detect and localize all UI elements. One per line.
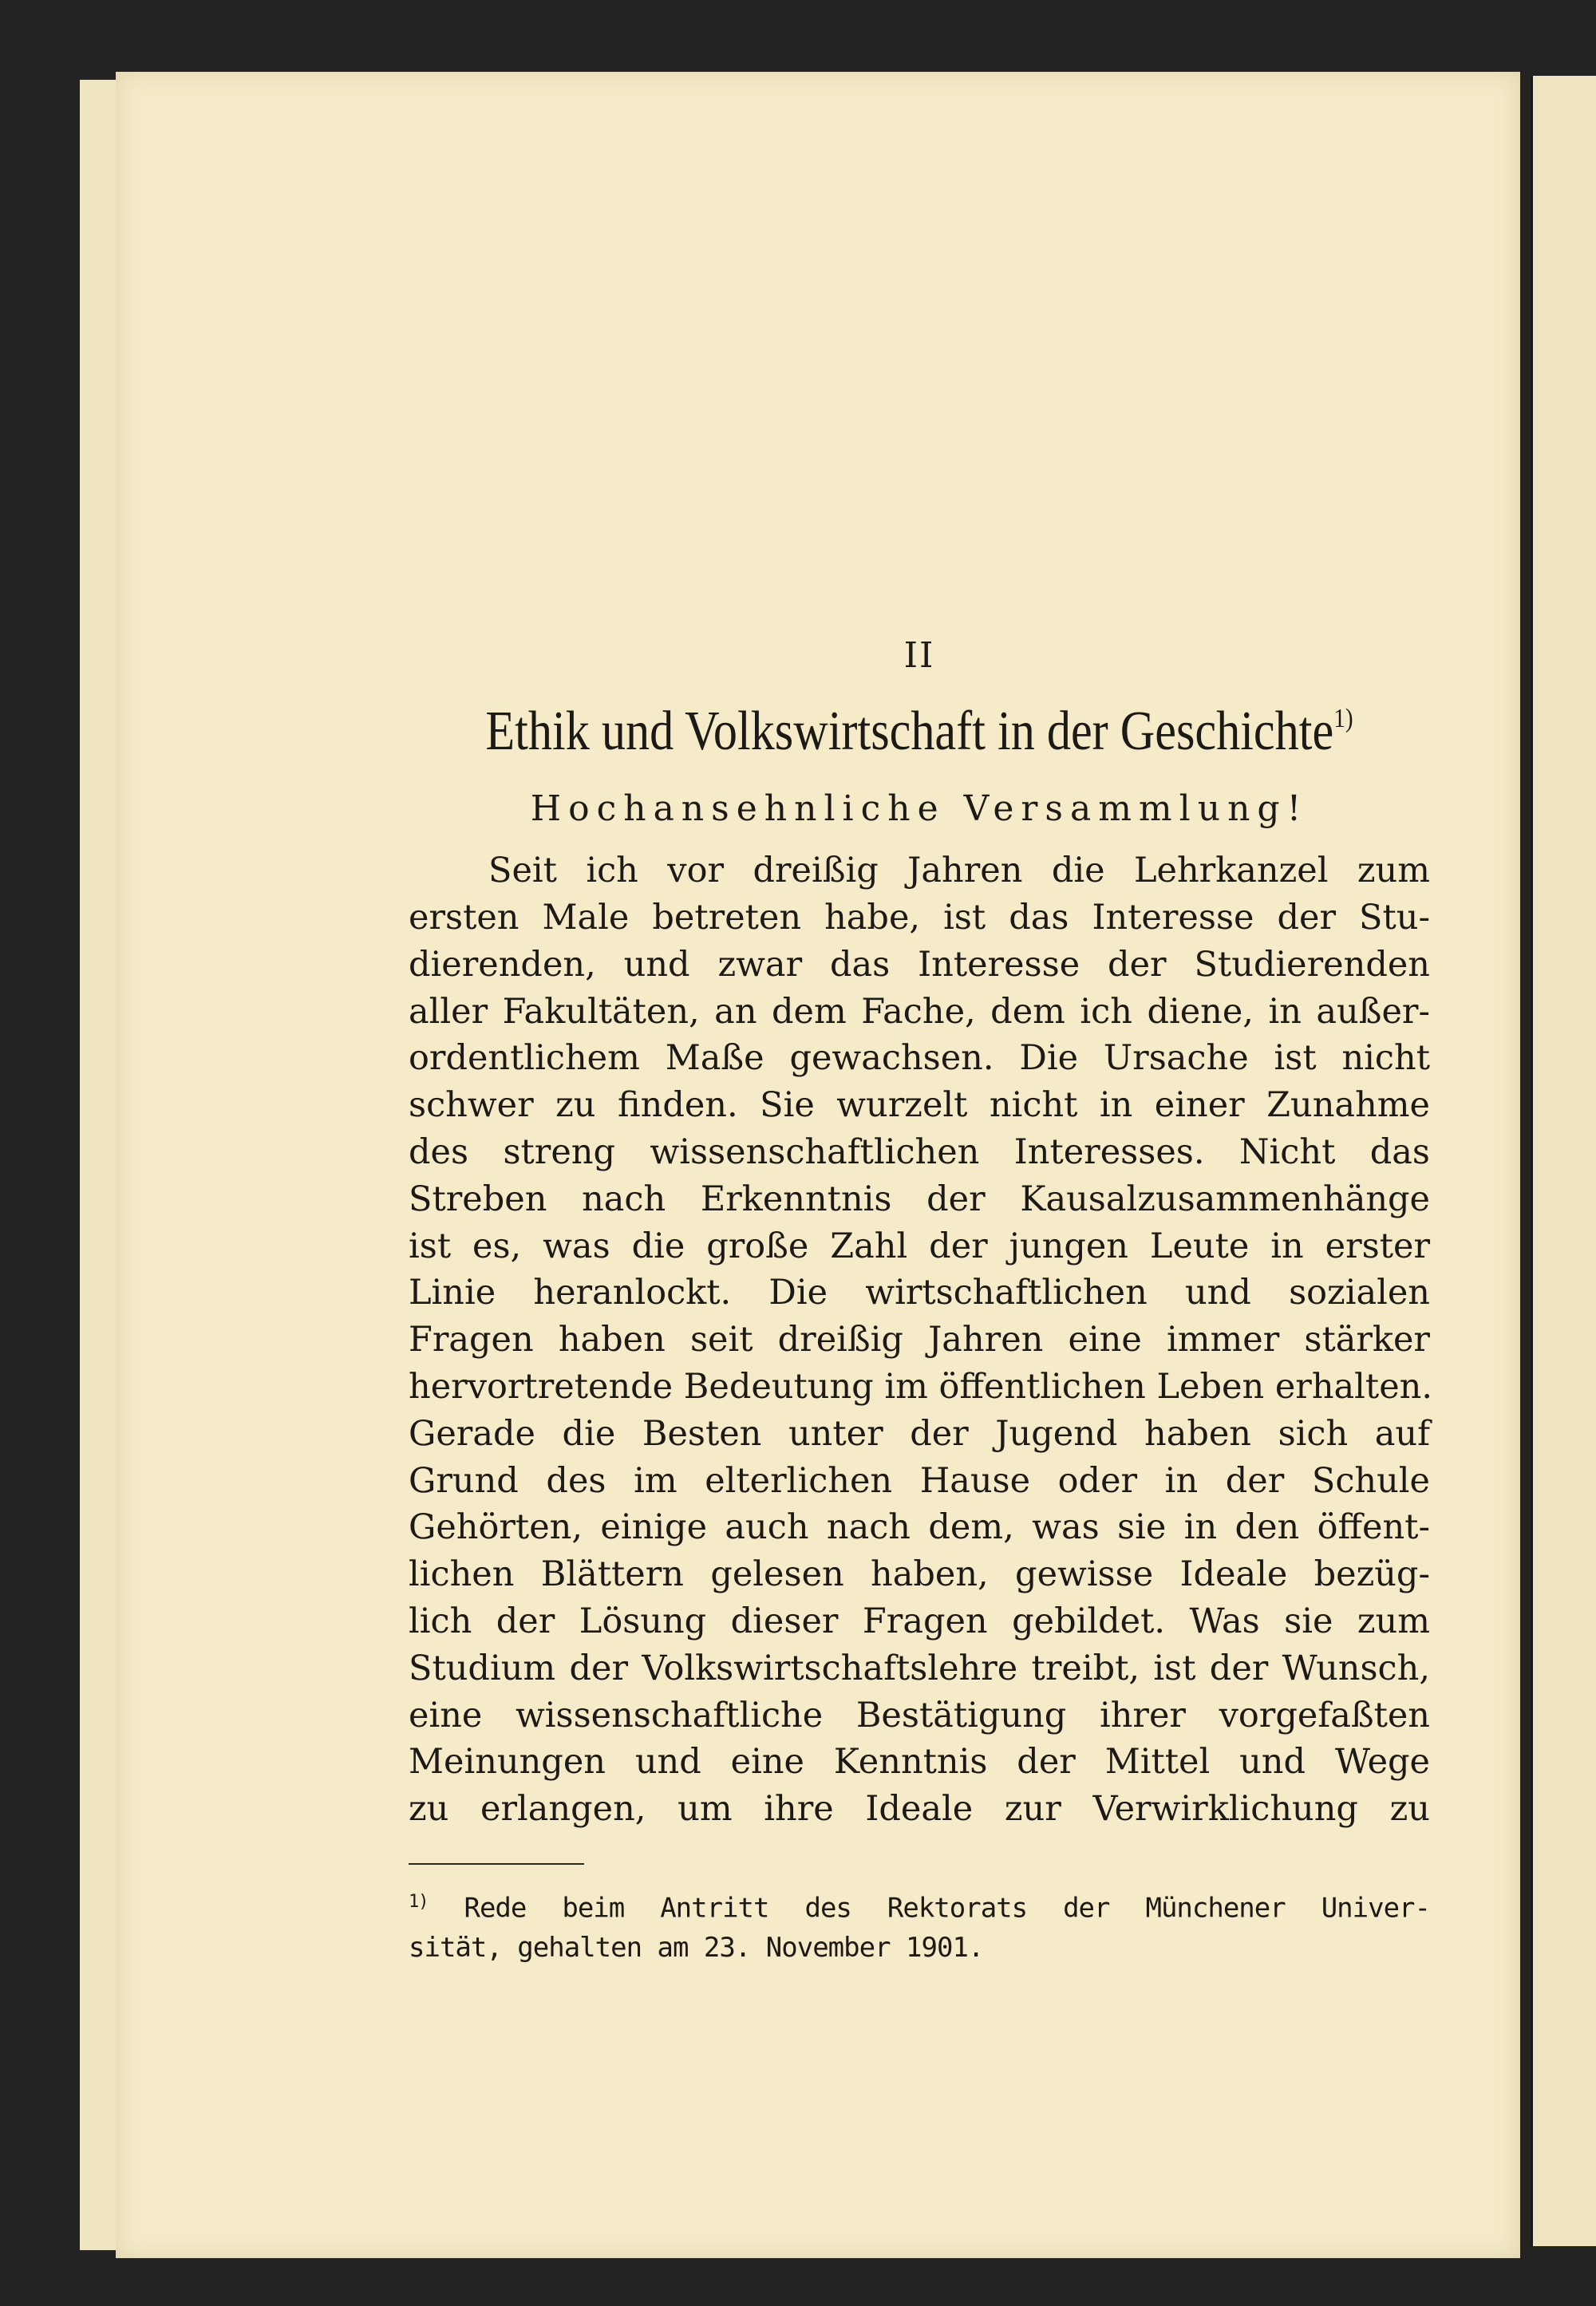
text-line: des streng wissenschaftlichen Interesses. Nicht das xyxy=(409,1132,1430,1173)
text-line: Grund des im elterlichen Hause oder in der Schule xyxy=(409,1460,1430,1501)
text-line: zu erlangen, um ihre Ideale zur Verwirklichung zu xyxy=(409,1789,1430,1830)
text-line: ersten Male betreten habe, ist das Interesse der Stu- xyxy=(409,898,1430,938)
footnote-rule xyxy=(409,1863,584,1865)
footnote-marker: 1) xyxy=(409,1892,429,1913)
text-line: Fragen haben seit dreißig Jahren eine immer stärker xyxy=(409,1320,1430,1360)
body-paragraph xyxy=(409,847,1433,1833)
chapter-title-text: Ethik und Volkswirtschaft in der Geschichte xyxy=(485,701,1334,762)
footnote xyxy=(409,1882,1430,1968)
text-line: Linie heranlockt. Die wirtschaftlichen und sozialen xyxy=(409,1273,1430,1313)
facing-page-edge xyxy=(1531,76,1596,2246)
text-line: lichen Blättern gelesen haben, gewisse Ideale bezüg- xyxy=(409,1554,1430,1595)
salutation: Hochansehnliche Versammlung! xyxy=(530,788,1309,829)
chapter-title xyxy=(480,702,1359,761)
body-text xyxy=(409,847,1433,1833)
text-line: hervortretende Bedeutung im öffentlichen Leben erhalten. xyxy=(409,1367,1433,1408)
page-content xyxy=(409,635,1433,1968)
footnote-line: sität, gehalten am 23. November 1901. xyxy=(409,1932,984,1964)
text-line: Streben nach Erkenntnis der Kausalzusammenhänge xyxy=(409,1179,1430,1219)
text-line: schwer zu finden. Sie wurzelt nicht in einer Zunahme xyxy=(409,1085,1430,1126)
text-line: dierenden, und zwar das Interesse der Studierenden xyxy=(409,944,1430,985)
footnote-line xyxy=(409,1882,1430,1928)
text-line: Meinungen und eine Kenntnis der Mittel und Wege xyxy=(409,1742,1430,1783)
text-line: Gerade die Besten unter der Jugend haben sich auf xyxy=(409,1413,1430,1454)
text-line: ist es, was die große Zahl der jungen Leute in erster xyxy=(409,1226,1430,1266)
text-line: lich der Lösung dieser Fragen gebildet. Was sie zum xyxy=(409,1601,1430,1642)
text-line: Studium der Volkswirtschaftslehre treibt, ist der Wunsch, xyxy=(409,1648,1430,1688)
text-line: Gehörten, einige auch nach dem, was sie in den öffent- xyxy=(409,1507,1430,1548)
footnote-line-text: Rede beim Antritt des Rektorats der Münchener Univer- xyxy=(464,1892,1430,1925)
text-line: aller Fakultäten, an dem Fache, dem ich diene, in außer- xyxy=(409,991,1430,1032)
chapter-number: II xyxy=(903,635,935,676)
title-footnote-marker: 1) xyxy=(1333,704,1353,733)
text-line: Seit ich vor dreißig Jahren die Lehrkanzel zum xyxy=(488,851,1430,891)
text-line: ordentlichem Maße gewachsen. Die Ursache ist nicht xyxy=(409,1038,1430,1079)
text-line: eine wissenschaftliche Bestätigung ihrer vorgefaßten xyxy=(409,1695,1430,1735)
